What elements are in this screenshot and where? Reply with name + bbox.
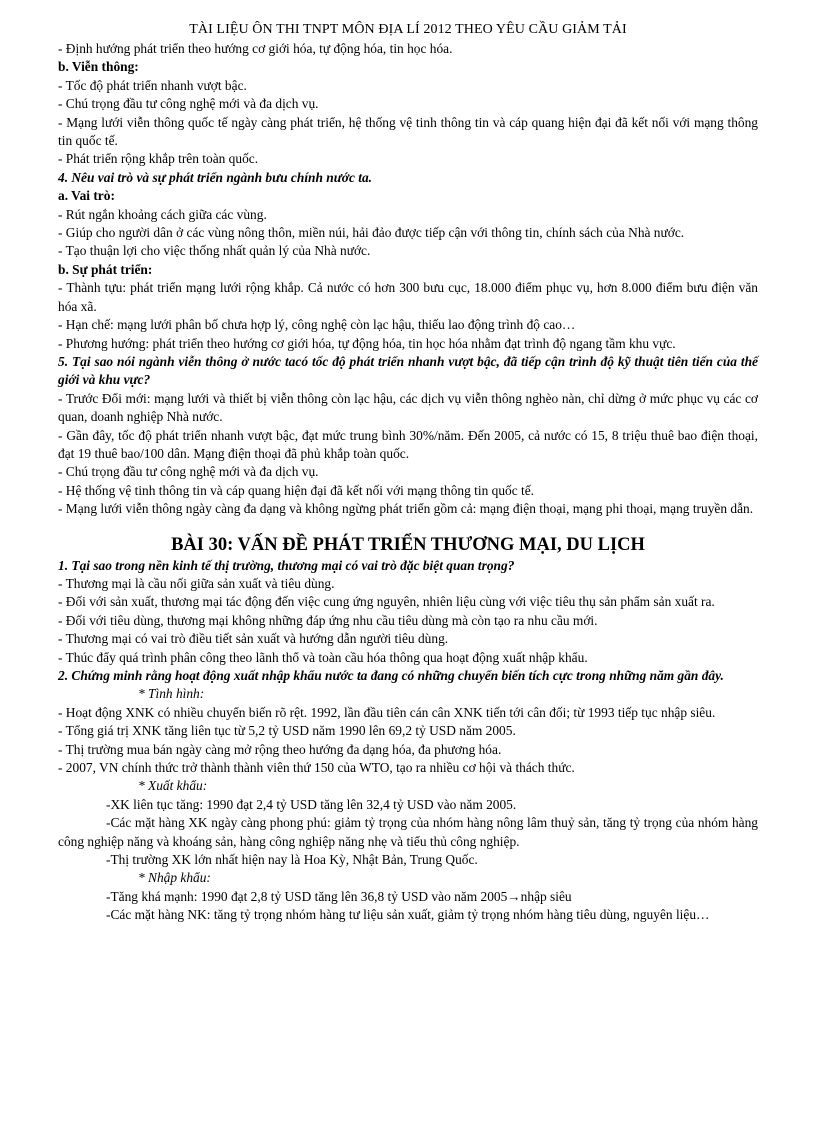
text-line: - Tốc độ phát triển nhanh vượt bậc. bbox=[58, 77, 247, 93]
section-heading-vien-thong: b. Viễn thông: bbox=[58, 59, 139, 75]
text-line: - Rút ngắn khoảng cách giữa các vùng. bbox=[58, 206, 267, 222]
page-header: TÀI LIỆU ÔN THI TNPT MÔN ĐỊA LÍ 2012 THEO YÊU CẦU GIẢM TẢI bbox=[189, 22, 627, 37]
text-line: - Hoạt động XNK có nhiều chuyển biến rõ rệt. 1992, lần đầu tiên cán cân XNK tiến tới cân đối; từ 1993 tiếp tục nhập siêu. bbox=[58, 704, 716, 720]
text-line: - Mạng lưới viễn thông ngày càng đa dạng và không ngừng phát triển gồm cả: mạng điện thoại, mạng phi thoại, mạng truyền dẫn. bbox=[58, 501, 754, 517]
subheading-xuat-khau: * Xuất khẩu: bbox=[138, 778, 208, 794]
text-line: - Giúp cho người dân ở các vùng nông thôn, miền núi, hải đảo được tiếp cận với thông tin, chính sách của Nhà nước. bbox=[58, 225, 685, 241]
text-line: -Các mặt hàng XK ngày càng phong phú: giảm tỷ trọng của nhóm hàng nông lâm thuỷ sản, tăng tỷ trọng của nhóm hàng công nghiệp năng và khoáng sản, hàng công nghiệp năng nhẹ và tiểu thủ công nghiệp. bbox=[58, 815, 758, 849]
text-line: -XK liên tục tăng: 1990 đạt 2,4 tỷ USD tăng lên 32,4 tỷ USD vào năm 2005. bbox=[106, 796, 517, 812]
text-line: -Tăng khá mạnh: 1990 đạt 2,8 tỷ USD tăng lên 36,8 tỷ USD vào năm 2005→nhập siêu bbox=[106, 888, 572, 904]
subheading-nhap-khau: * Nhập khẩu: bbox=[138, 870, 211, 886]
text-line: - Chú trọng đầu tư công nghệ mới và đa dịch vụ. bbox=[58, 96, 319, 112]
text-line: - Thị trường mua bán ngày càng mở rộng theo hướng đa dạng hóa, đa phương hóa. bbox=[58, 741, 502, 757]
question-heading-2: 2. Chứng minh rằng hoạt động xuất nhập khẩu nước ta đang có những chuyển biến tích cực trong những năm gần đây. bbox=[58, 668, 724, 683]
question-heading-5: 5. Tại sao nói ngành viễn thông ở nước taсó tốc độ phát triển nhanh vượt bậc, đã tiếp cận trình độ kỹ thuật tiên tiến của thế giới và khu vực? bbox=[58, 353, 758, 388]
text-line: - Định hướng phát triển theo hướng cơ giới hóa, tự động hóa, tin học hóa. bbox=[58, 41, 453, 56]
text-line: - 2007, VN chính thức trở thành thành viên thứ 150 của WTO, tạo ra nhiều cơ hội và thách thức. bbox=[58, 760, 575, 776]
text-line: - Phương hướng: phát triển theo hướng cơ giới hóa, tự động hóa, tin học hóa nhằm đạt trình độ ngang tầm khu vực. bbox=[58, 335, 676, 351]
text-line: - Tạo thuận lợi cho việc thống nhất quản lý của Nhà nước. bbox=[58, 243, 371, 259]
text-line: - Trước Đổi mới: mạng lưới và thiết bị viễn thông còn lạc hậu, các dịch vụ viễn thông nghèo nàn, chỉ dừng ở mức phục vụ các cơ quan, doanh nghiệp Nhà nước. bbox=[58, 390, 758, 425]
subheading-tinh-hinh: * Tình hình: bbox=[138, 686, 205, 702]
text-line: - Thương mại có vai trò điều tiết sản xuất và hướng dẫn người tiêu dùng. bbox=[58, 631, 449, 647]
text-line: - Hạn chế: mạng lưới phân bố chưa hợp lý, công nghệ còn lạc hậu, thiếu lao động trình độ cao… bbox=[58, 317, 576, 333]
text-line: - Thương mại là cầu nối giữa sản xuất và tiêu dùng. bbox=[58, 575, 335, 591]
text-line: -Các mặt hàng NK: tăng tỷ trọng nhóm hàng tư liệu sản xuất, giảm tỷ trọng nhóm hàng tiêu dùng, nguyên liệu… bbox=[106, 907, 710, 923]
text-line: - Hệ thống vệ tinh thông tin và cáp quang hiện đại đã kết nối với mạng thông tin quốc tế. bbox=[58, 482, 535, 498]
section-heading-vai-tro: a. Vai trò: bbox=[58, 188, 115, 204]
text-line: - Gần đây, tốc độ phát triển nhanh vượt bậc, đạt mức trung bình 30%/năm. Đến 2005, cả nước có 15, 8 triệu thuê bao điện thoại, đạt 19 thuê bao/100 dân. Mạng điện thoại đã phủ khắp toàn quốc. bbox=[58, 427, 758, 461]
text-line: - Thúc đẩy quá trình phân công theo lãnh thổ và toàn cầu hóa thông qua hoạt động xuất nhập khẩu. bbox=[58, 649, 588, 665]
question-heading-1: 1. Tại sao trong nền kinh tế thị trường, thương mại có vai trò đặc biệt quan trọng? bbox=[58, 557, 515, 573]
section-heading-su-phat-trien: b. Sự phát triển: bbox=[58, 261, 153, 277]
text-line: -Thị trường XK lớn nhất hiện nay là Hoa Kỳ, Nhật Bản, Trung Quốc. bbox=[106, 852, 478, 868]
text-line: - Tổng giá trị XNK tăng liên tục từ 5,2 tỷ USD năm 1990 lên 69,2 tỷ USD năm 2005. bbox=[58, 723, 516, 739]
text-line: - Đối với sản xuất, thương mại tác động đến việc cung ứng nguyên, nhiên liệu cùng với việc tiêu thụ sản phẩm sản xuất ra. bbox=[58, 594, 715, 610]
text-line: - Mạng lưới viễn thông quốc tế ngày càng phát triển, hệ thống vệ tinh thông tin và cáp quang hiện đại đã kết nối với mạng thông tin quốc tế. bbox=[58, 114, 758, 149]
text-line: - Đối với tiêu dùng, thương mại không những đáp ứng nhu cầu tiêu dùng mà còn tạo ra nhu cầu mới. bbox=[58, 612, 598, 628]
text-line: - Phát triển rộng khắp trên toàn quốc. bbox=[58, 151, 259, 167]
question-heading-4: 4. Nêu vai trò và sự phát triển ngành bưu chính nước ta. bbox=[58, 169, 372, 185]
text-line: - Thành tựu: phát triển mạng lưới rộng khắp. Cả nước có hơn 300 bưu cục, 18.000 điểm phục vụ, hơn 8.000 điểm bưu điện văn hóa xã. bbox=[58, 280, 758, 314]
text-line: - Chú trọng đầu tư công nghệ mới và đa dịch vụ. bbox=[58, 464, 319, 480]
lesson-title: BÀI 30: VẤN ĐỀ PHÁT TRIỂN THƯƠNG MẠI, DU LỊCH bbox=[171, 534, 645, 555]
